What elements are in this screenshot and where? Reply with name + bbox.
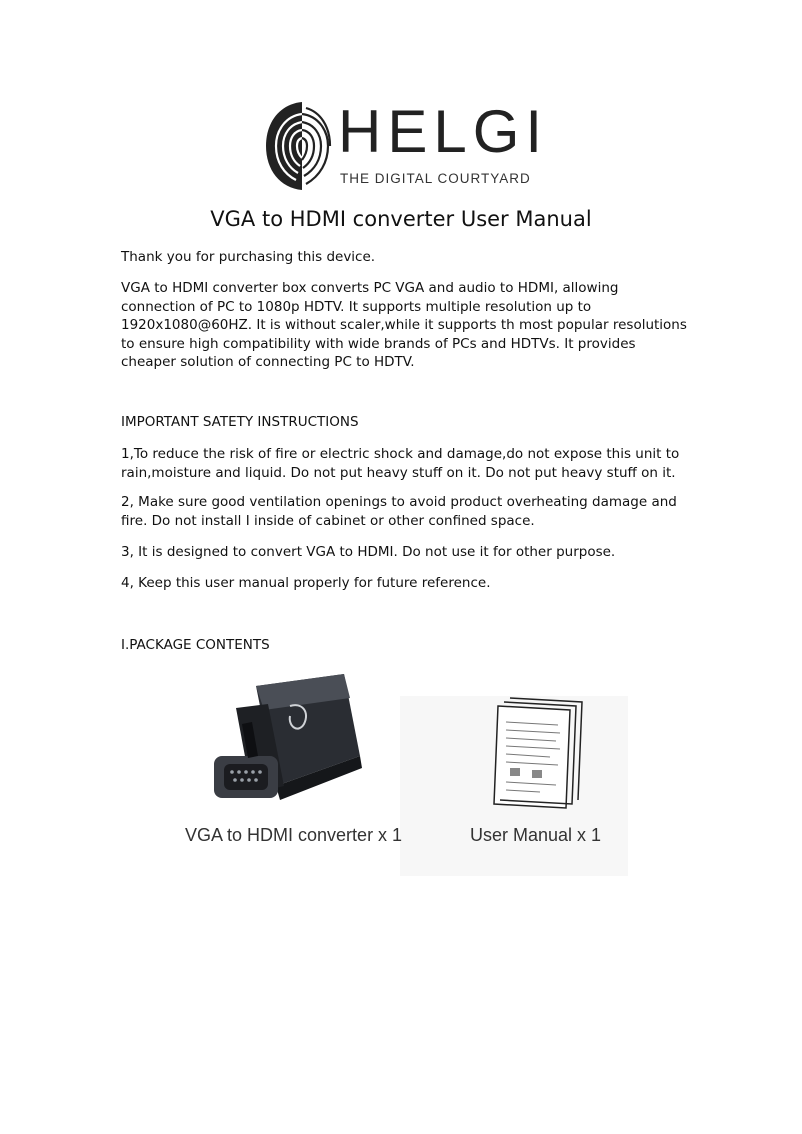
thanks-text: Thank you for purchasing this device. (121, 249, 376, 265)
safety-item: 2, Make sure good ventilation openings to avoid product overheating damage and fire. Do not install I inside of cabinet or other confined space. (121, 494, 677, 529)
package-heading: I.PACKAGE CONTENTS (121, 637, 270, 653)
safety-heading: IMPORTANT SATETY INSTRUCTIONS (121, 414, 359, 430)
intro-paragraph: VGA to HDMI converter box converts PC VGA and audio to HDMI, allowing connection of PC to 1080p HDTV. It supports multiple resolution up to 1920x1080@60HZ. It is without scaler,while it supports th most popular resolutions to ensure high compatibility with wide brands of PCs and HDTVs. It provides cheaper solution of connecting PC to HDTV. (121, 280, 687, 371)
brand-tagline: THE DIGITAL COURTYARD (340, 171, 531, 186)
safety-item: 1,To reduce the risk of fire or electric shock and damage,do not expose this unit to rain,moisture and liquid. Do not put heavy stuff on it. Do not put heavy stuff on it. (121, 446, 680, 481)
brand-name: HELGI (338, 98, 549, 165)
document-title: VGA to HDMI converter User Manual (210, 207, 592, 231)
safety-item: 3, It is designed to convert VGA to HDMI. Do not use it for other purpose. (121, 544, 616, 560)
package-item-converter: VGA to HDMI converter x 1 (185, 825, 403, 845)
fingerprint-icon (262, 100, 332, 192)
manual-image (400, 696, 628, 876)
safety-item: 4, Keep this user manual properly for future reference. (121, 575, 491, 591)
brand-logo (262, 98, 549, 192)
package-item-manual: User Manual x 1 (470, 825, 602, 845)
converter-image (206, 668, 366, 810)
